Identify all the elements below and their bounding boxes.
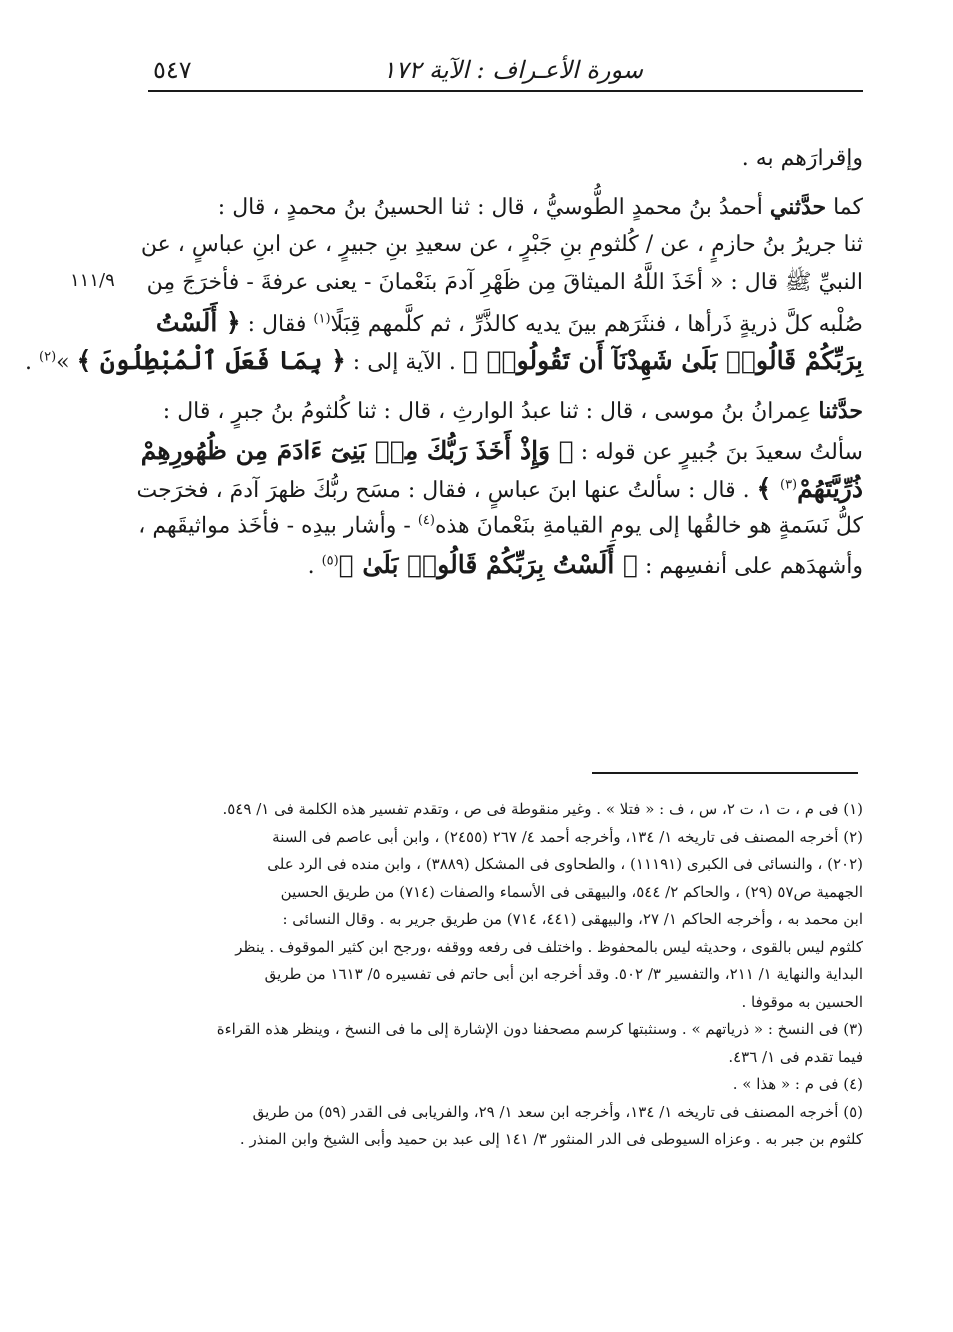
text-segment: . — [25, 350, 39, 375]
text-line — [148, 310, 863, 348]
page-number: ٥٤٧ — [153, 56, 192, 84]
header-rule — [148, 90, 863, 92]
footnote-marker: (٢) — [39, 349, 57, 365]
footnote-marker: (٥) — [321, 553, 339, 569]
text-line — [25, 346, 863, 386]
text-line — [148, 552, 863, 590]
text-line — [148, 148, 863, 186]
text-segment: . — [307, 554, 322, 579]
footnote-line: (١) فى م ، ت ١، ت ٢، س ، ف : « فتلا » . وغير منقوطة فى ص ، وتقدم تفسير هذه الكلمة فى ١/ ٥٤٩. — [222, 800, 863, 818]
text-segment: - وأشار بيدِه - فأخَذ مواثيقَهم ، — [138, 513, 418, 539]
margin-reference: ١١١/٩ — [70, 270, 115, 291]
footnote-line: كلثوم ليس بالقوى ، وحديثه ليس بالمحفوظ . واختلف فى رفعه ووقفه ،ورجح ابن كثير الموقوف . ينظر — [235, 937, 863, 956]
text-line — [148, 196, 863, 234]
text-segment: . قال : سألتُ عنها ابنَ عباسٍ ، فقال : مسَح ربُّكَ ظهرَ آدمَ ، فخرَجت — [136, 478, 757, 503]
text-segment: فقال : — [240, 312, 314, 337]
text-line — [148, 272, 863, 310]
footnote-marker: (٣) — [779, 477, 798, 493]
isnad-keyword: حدَّثني — [769, 194, 827, 220]
quran-verse: ﴿ وَإِذْ أَخَذَ رَبُّكَ مِنۢ بَنِىٓ ءَادَمَ مِن ظُهُورِهِمْ — [140, 436, 574, 465]
footnote-marker: (١) — [313, 311, 331, 327]
footnote-line: الجهمية ص٥٧ (٢٩) ، والحاكم ٢/ ٥٤٤، والبيهقى فى الأسماء والصفات (٧١٤) من طريق الحسين — [280, 882, 863, 901]
footnote-line: الحسين به موقوفا . — [741, 992, 863, 1011]
footnote-line: فيما تقدم فى ١/ ٤٣٦. — [728, 1047, 863, 1066]
footnote-line: (٥) أخرجه المصنف فى تاريخه ١/ ١٣٤، وأخرجه ابن سعد ١/ ٢٩، والفريابى فى القدر (٥٩) من طريق — [252, 1102, 863, 1121]
text-line — [140, 436, 863, 476]
footnote-line: (٤) فى م : « هذا » . — [732, 1075, 863, 1093]
footnote-separator — [592, 772, 858, 774]
text-segment: وأشهدَهم على أنفسِهم : — [637, 554, 863, 579]
footnote-line: البداية والنهاية ١/ ٢١١، والتفسير ٣/ ٥٠٢. وقد أخرجه ابن أبى حاتم فى تفسيره ٥/ ١٦١٣ من طريق — [264, 965, 863, 983]
running-header — [148, 48, 863, 88]
text-segment: عِمرانُ بنُ موسى ، قال : ثنا عبدُ الوارثِ ، قال : ثنا كُلثومُ بنُ جبرٍ ، قال : — [162, 399, 819, 424]
quran-verse: ﴾ — [756, 474, 780, 503]
footnotes — [148, 802, 863, 1160]
quran-verse: ﴿ بِمَا فَعَلَ ٱلْمُبْطِلُونَ ﴾ — [76, 346, 346, 375]
text-segment: كلُّ نَسَمةٍ هو خالقُها إلى يومِ القيامةِ بنَعْمانَ هذه — [434, 513, 863, 539]
quran-verse: بِرَبِّكُمْ قَالُوا۟ بَلَىٰ شَهِدْنَآ أَن تَقُولُوا۟ ﴾ — [462, 346, 863, 375]
text-segment: أحمدُ بنُ محمدٍ الطُّوسيُّ ، قال : ثنا الحسينُ بنُ محمدٍ ، قال : — [217, 195, 770, 220]
text-line — [148, 400, 863, 438]
footnote-line: ابن محمد به ، وأخرجه الحاكم ١/ ٢٧، والبيهقى (٤٤١، ٧١٤) من طريق جرير به . وقال النسائى : — [282, 910, 863, 928]
footnote-line: (٣) فى النسخ : « ذرياتهم » . وسنثبتها كرسم مصحفنا دون الإشارة إلى ما فى النسخ ، وينظر هذه القراءة — [216, 1020, 863, 1038]
text-segment: وإقرارَهم به . — [741, 146, 863, 171]
text-line — [136, 474, 863, 514]
text-segment: سألتُ سعيدَ بنَ جُبيرٍ عن قوله : — [573, 440, 863, 465]
text-segment: » — [56, 350, 77, 375]
isnad-keyword: حدَّثنا — [818, 398, 863, 424]
footnote-line: (٢) أخرجه المصنف فى تاريخه ١/ ١٣٤، وأخرجه أحمد ٤/ ٢٦٧ (٢٤٥٥) ، وابن أبى عاصم فى السنة — [272, 827, 863, 846]
footnote-line: كلثوم بن جبر به . وعزاه السيوطى فى الدر المنثور ٣/ ١٤١ إلى عبد بن حميد وأبى الشيخ وابن المنذر . — [239, 1130, 863, 1148]
text-line — [140, 232, 863, 272]
text-segment: ثنا جريرُ بنُ حازمٍ ، عن / كُلثومِ بنِ جَبْرٍ ، عن سعيدِ بنِ جبيرٍ ، عن ابنِ عباسٍ ، عن — [140, 232, 863, 257]
footnote-marker: (٤) — [417, 513, 435, 528]
text-segment: صُلْبه كلَّ ذريةٍ ذَرأها ، فنثَرَهم بينَ يديه كالذَّرِّ ، ثم كلَّمهم قِبَلًا — [330, 312, 863, 337]
text-line — [138, 513, 863, 552]
quran-verse: ﴿ أَلَسْتُ — [155, 308, 241, 337]
quran-verse: ﴿ أَلَسْتُ بِرَبِّكُمْ قَالُوا۟ بَلَىٰ ﴾ — [338, 550, 638, 579]
footnote-line: (٢٠٢) ، والنسائى فى الكبرى (١١١٩١) ، والطحاوى فى المشكل (٣٨٨٩) ، وابن منده فى الرد على — [267, 855, 863, 873]
header-title: سورة الأعـراف : الآية ١٧٢ — [382, 56, 643, 84]
text-segment: النبيِّ ﷺ قال : « أخَذَ اللَّهُ الميثاقَ مِن ظَهْرِ آدمَ بنَعْمانَ - يعنى عرفةَ - فأخرَجَ مِن — [146, 270, 863, 295]
quran-verse: ذُرِّيَّتَهُمْ — [797, 474, 863, 503]
text-segment: كما — [826, 195, 863, 220]
text-segment: . الآية إلى : — [345, 350, 463, 375]
